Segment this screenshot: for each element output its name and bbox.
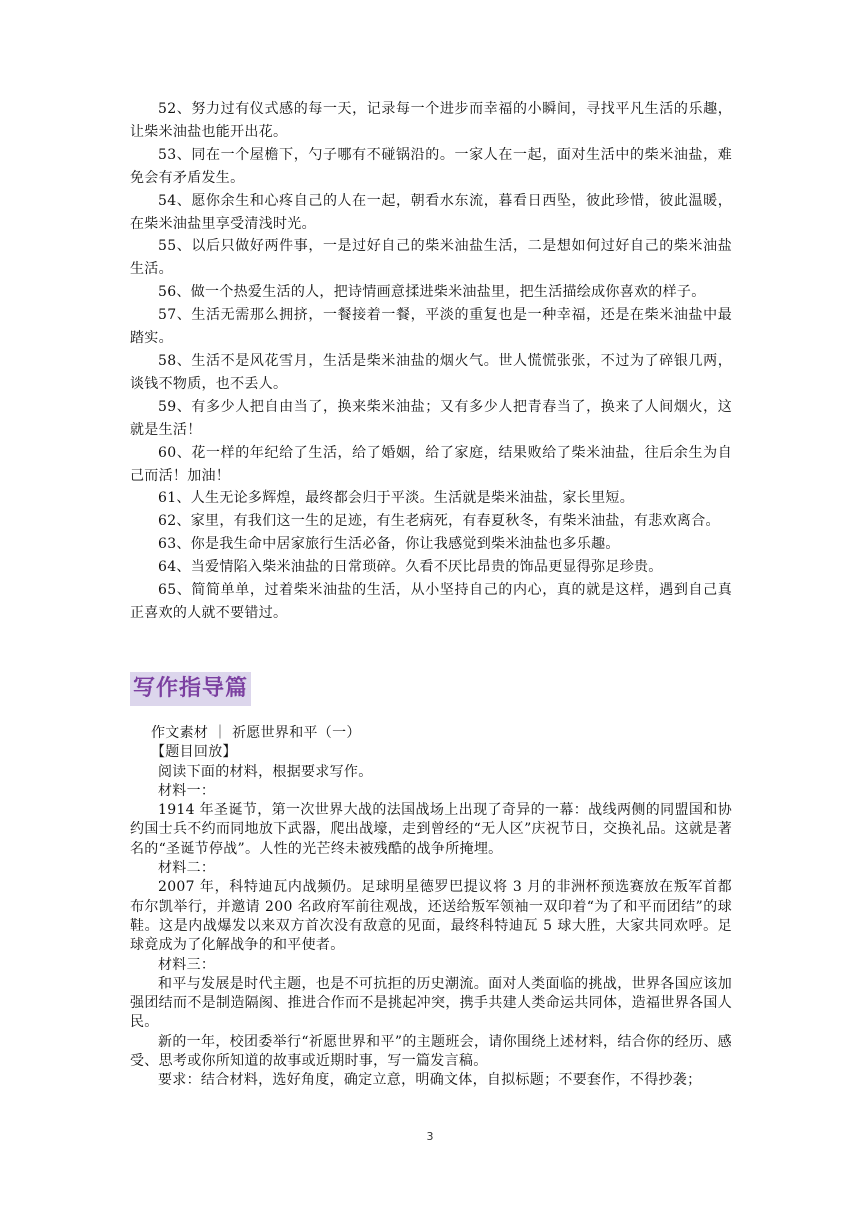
task-text: 新的一年，校团委举行“祈愿世界和平”的主题班会，请你围绕上述材料，结合你的经历、感受、思考或你所知道的故事或近期时事，写一篇发言稿。 — [130, 1033, 732, 1070]
list-item: 61、人生无论多辉煌，最终都会归于平淡。生活就是柴米油盐，家长里短。 — [158, 490, 635, 507]
requirement-text: 要求：结合材料，选好角度，确定立意，明确文体，自拟标题；不要套作，不得抄袭； — [158, 1072, 702, 1089]
material-two-text: 2007 年，科特迪瓦内战频仍。足球明星德罗巴提议将 3 月的非洲杯预选赛放在叛军首都布尔凯举行，并邀请 200 名政府军前往观战，还送给叛军领袖一双印着“为了和平而团结”的球鞋。这是内战爆发以来双方首次没有敌意的见面，最终科特迪瓦 5 球大胜，大家共同欢呼。足球竟成为了化解战争的和平使者。 — [130, 879, 732, 954]
writing-guide — [130, 724, 732, 1091]
list-item: 58、生活不是风花雪月，生活是柴米油盐的烟火气。世人慌慌张张，不过为了碎银几两，谈钱不物质，也不丢人。 — [130, 352, 732, 392]
instruction-text: 阅读下面的材料，根据要求写作。 — [158, 763, 373, 780]
list-item: 55、以后只做好两件事，一是过好自己的柴米油盐生活，二是想如何过好自己的柴米油盐生活。 — [130, 238, 732, 278]
list-item: 64、当爱情陷入柴米油盐的日常琐碎。久看不厌比昂贵的饰品更显得弥足珍贵。 — [158, 559, 663, 576]
guide-title: 作文素材 ｜ 祈愿世界和平（一） — [151, 725, 361, 741]
material-one-text: 1914 年圣诞节，第一次世界大战的法国战场上出现了奇异的一幕：战线两侧的同盟国和协约国士兵不约而同地放下武器，爬出战壕，走到曾经的“无人区”庆祝节日，交换礼品。这就是著名的“圣诞节停战”。人性的光芒终未被残酷的战争所掩埋。 — [130, 802, 732, 857]
list-item: 65、简简单单，过着柴米油盐的生活，从小坚持自己的内心，真的就是这样，遇到自己真正喜欢的人就不要错过。 — [130, 582, 732, 621]
list-item: 62、家里，有我们这一生的足迹，有生老病死，有春夏秋冬，有柴米油盐，有悲欢离合。 — [158, 513, 720, 530]
list-item: 53、同在一个屋檐下，勺子哪有不碰锅沿的。一家人在一起，面对生活中的柴米油盐，难免会有矛盾发生。 — [130, 146, 732, 186]
list-item: 52、努力过有仪式感的每一天，记录每一个进步而幸福的小瞬间，寻找平凡生活的乐趣，让柴米油盐也能开出花。 — [130, 101, 732, 140]
list-item: 63、你是我生命中居家旅行生活必备，你让我感觉到柴米油盐也多乐趣。 — [158, 536, 620, 553]
list-item: 57、生活无需那么拥挤，一餐接着一餐，平淡的重复也是一种幸福，还是在柴米油盐中最踏实。 — [130, 307, 732, 347]
list-item: 59、有多少人把自由当了，换来柴米油盐；又有多少人把青春当了，换来了人间烟火，这就是生活！ — [130, 398, 732, 438]
page-number: 3 — [426, 1130, 434, 1143]
review-label: 【题目回放】 — [151, 744, 237, 761]
quote-list — [130, 98, 732, 625]
material-three-label: 材料三： — [158, 956, 216, 973]
material-one-label: 材料一： — [158, 782, 216, 799]
list-item: 56、做一个热爱生活的人，把诗情画意揉进柴米油盐里，把生活描绘成你喜欢的样子。 — [158, 284, 706, 301]
section-heading: 写作指导篇 — [130, 672, 251, 706]
list-item: 60、花一样的年纪给了生活，给了婚姻，给了家庭，结果败给了柴米油盐，往后余生为自己而活！加油！ — [130, 444, 732, 484]
list-item: 54、愿你余生和心疼自己的人在一起，朝看水东流，暮看日西坠，彼此珍惜，彼此温暖，在柴米油盐里享受清浅时光。 — [130, 192, 732, 232]
material-two-label: 材料二： — [158, 860, 216, 877]
material-three-text: 和平与发展是时代主题，也是不可抗拒的历史潮流。面对人类面临的挑战，世界各国应该加强团结而不是制造隔阂、推进合作而不是挑起冲突，携手共建人类命运共同体，造福世界各国人民。 — [130, 975, 732, 1031]
